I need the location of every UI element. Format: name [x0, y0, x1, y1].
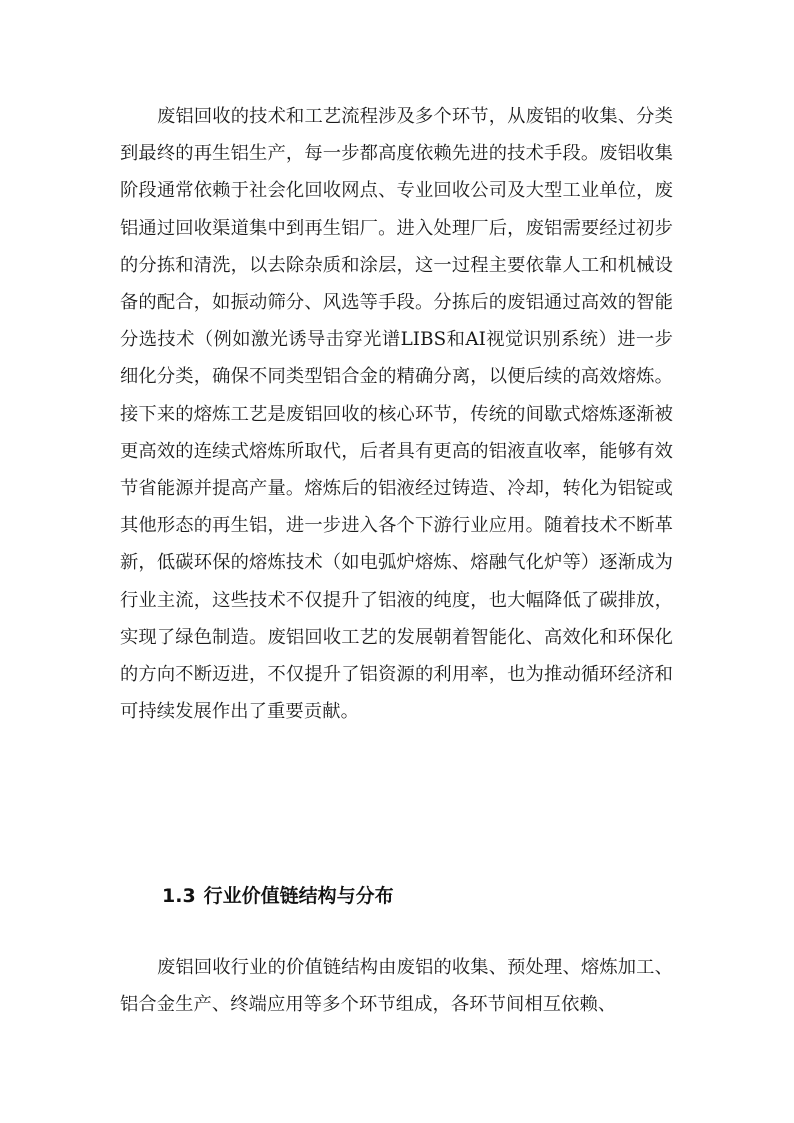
section-heading	[162, 880, 394, 912]
body-paragraph-value-chain: 废铝回收行业的价值链结构由废铝的收集、预处理、熔炼加工、铝合金生产、终端应用等多个环节组成，各环节间相互依赖、	[120, 957, 673, 1016]
body-paragraph-technology-process: 废铝回收的技术和工艺流程涉及多个环节，从废铝的收集、分类到最终的再生铝生产，每一步都高度依赖先进的技术手段。废铝收集阶段通常依赖于社会化回收网点、专业回收公司及大型工业单位，废铝通过回收渠道集中到再生铝厂。进入处理厂后，废铝需要经过初步的分拣和清洗，以去除杂质和涂层，这一过程主要依靠人工和机械设备的配合，如振动筛分、风选等手段。分拣后的废铝通过高效的智能分选技术（例如激光诱导击穿光谱LIBS和AI视觉识别系统）进一步细化分类，确保不同类型铝合金的精确分离，以便后续的高效熔炼。接下来的熔炼工艺是废铝回收的核心环节，传统的间歇式熔炼逐渐被更高效的连续式熔炼所取代，后者具有更高的铝液直收率，能够有效节省能源并提高产量。熔炼后的铝液经过铸造、冷却，转化为铝锭或其他形态的再生铝，进一步进入各个下游行业应用。随着技术不断革新，低碳环保的熔炼技术（如电弧炉熔炼、熔融气化炉等）逐渐成为行业主流，这些技术不仅提升了铝液的纯度，也大幅降低了碳排放，实现了绿色制造。废铝回收工艺的发展朝着智能化、高效化和环保化的方向不断迈进，不仅提升了铝资源的利用率，也为推动循环经济和可持续发展作出了重要贡献。	[120, 106, 673, 723]
section-number: 1.3	[162, 885, 196, 907]
section-title: 行业价值链结构与分布	[203, 885, 394, 907]
